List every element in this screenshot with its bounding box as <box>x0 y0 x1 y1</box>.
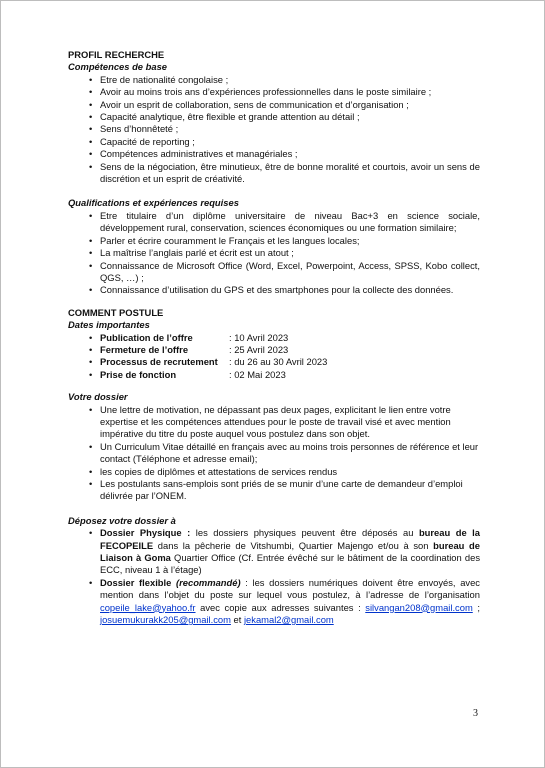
list-item: • Sens d’honnêteté ; <box>68 123 480 135</box>
list-item: • Sens de la négociation, être minutieux, être de bonne moralité et courtois, avoir un sens de discrétion et un esprit de créativité. <box>68 161 480 186</box>
date-label: Processus de recrutement <box>100 356 218 368</box>
physique-text: les dossiers physiques peuvent être déposés au <box>190 527 419 539</box>
qualifications-list <box>68 210 480 297</box>
page-number: 3 <box>473 708 478 719</box>
competences-list <box>68 74 480 186</box>
subsection-title-competences: Compétences de base <box>68 61 167 73</box>
subsection-title-qualifications: Qualifications et expériences requises <box>68 197 239 209</box>
list-item: • Capacité de reporting ; <box>68 136 480 148</box>
date-label: Prise de fonction <box>100 368 177 380</box>
physique-liaison: bureau de Liaison à Goma <box>100 539 480 564</box>
email-link[interactable]: silvangan208@gmail.com <box>365 601 473 613</box>
date-value: : du 26 au 30 Avril 2023 <box>229 356 328 368</box>
table-row <box>68 332 327 344</box>
list-item-flexible <box>68 577 480 627</box>
flexible-text: avec copie aux adresses suivantes : <box>195 601 366 613</box>
list-item: • Connaissance d’utilisation du GPS et des smartphones pour la collecte des données. <box>68 284 480 296</box>
list-item: • Une lettre de motivation, ne dépassant pas deux pages, explicitant le lien entre votre expertise et les compétences attendues pour le poste de travail visé et avec mention impérative du titre du poste auquel vous postulez dans son objet. <box>68 404 480 441</box>
list-item: • Compétences administratives et managériales ; <box>68 148 480 160</box>
section-title-comment: COMMENT POSTULE <box>68 306 164 318</box>
list-item: • les copies de diplômes et attestations de services rendus <box>68 466 480 478</box>
date-value: : 02 Mai 2023 <box>229 368 286 380</box>
subsection-title-dossier: Votre dossier <box>68 391 128 403</box>
physique-text: dans la pêcherie de Vitshumbi, Quartier Majengo et/ou à son <box>153 539 434 551</box>
table-row <box>68 369 327 381</box>
table-row <box>68 356 327 368</box>
date-value: : 25 Avril 2023 <box>229 343 289 355</box>
date-label: Fermeture de l’offre <box>100 343 189 355</box>
list-item: • Un Curriculum Vitae détaillé en français avec au moins trois personnes de référence et leur contact (Téléphone et adresse email); <box>68 441 480 466</box>
physique-text: Quartier Office (Cf. Entrée évêché sur le bâtiment de la coordination des ECC, niveau 1 à l’étage) <box>100 552 481 576</box>
list-item-physique <box>68 527 480 577</box>
list-item: • Avoir un esprit de collaboration, sens de communication et d’organisation ; <box>68 99 480 111</box>
email-link[interactable]: jekamal2@gmail.com <box>243 614 334 626</box>
flexible-label: Dossier flexible <box>100 576 176 588</box>
subsection-title-deposez: Déposez votre dossier à <box>68 514 176 526</box>
flexible-text: : les dossiers numériques doivent être envoyés, avec mention dans l’objet du poste sur lequel vous postulez, à l’adresse de l’organisation <box>100 576 480 601</box>
list-item: • Etre de nationalité congolaise ; <box>68 74 480 86</box>
separator: et <box>230 614 244 626</box>
email-link[interactable]: copeile_lake@yahoo.fr <box>100 601 196 613</box>
flexible-recommande: (recommandé) <box>176 576 241 588</box>
separator: ; <box>472 601 480 613</box>
deposez-list <box>68 527 480 626</box>
subsection-title-dates: Dates importantes <box>68 319 150 331</box>
date-label: Publication de l’offre <box>100 331 193 343</box>
table-row <box>68 344 327 356</box>
section-title-profil: PROFIL RECHERCHE <box>68 49 165 60</box>
list-item: • Avoir au moins trois ans d’expériences professionnelles dans le poste similaire ; <box>68 86 480 98</box>
list-item: • Connaissance de Microsoft Office (Word, Excel, Powerpoint, Access, SPSS, Kobo collect, QGS, …) ; <box>68 260 480 285</box>
page-content <box>68 49 480 626</box>
physique-bureau: bureau de la FECOPEILE <box>100 527 480 551</box>
list-item: • Capacité analytique, être flexible et grande attention au détail ; <box>68 111 480 123</box>
list-item: • La maîtrise l’anglais parlé et écrit est un atout ; <box>68 247 480 259</box>
physique-label: Dossier Physique : <box>100 527 191 539</box>
dates-table <box>68 332 327 382</box>
dossier-list <box>68 404 480 503</box>
email-link[interactable]: josuemukurakk205@gmail.com <box>100 614 231 626</box>
list-item: • Les postulants sans-emplois sont priés de se munir d’une carte de demandeur d’emploi délivrée par l’ONEM. <box>68 478 480 503</box>
list-item: • Parler et écrire couramment le Français et les langues locales; <box>68 235 480 247</box>
list-item: • Etre titulaire d’un diplôme universitaire de niveau Bac+3 en science sociale, développement rural, conservation, sciences économiques ou une formation similaire; <box>68 210 480 235</box>
date-value: : 10 Avril 2023 <box>229 331 289 343</box>
